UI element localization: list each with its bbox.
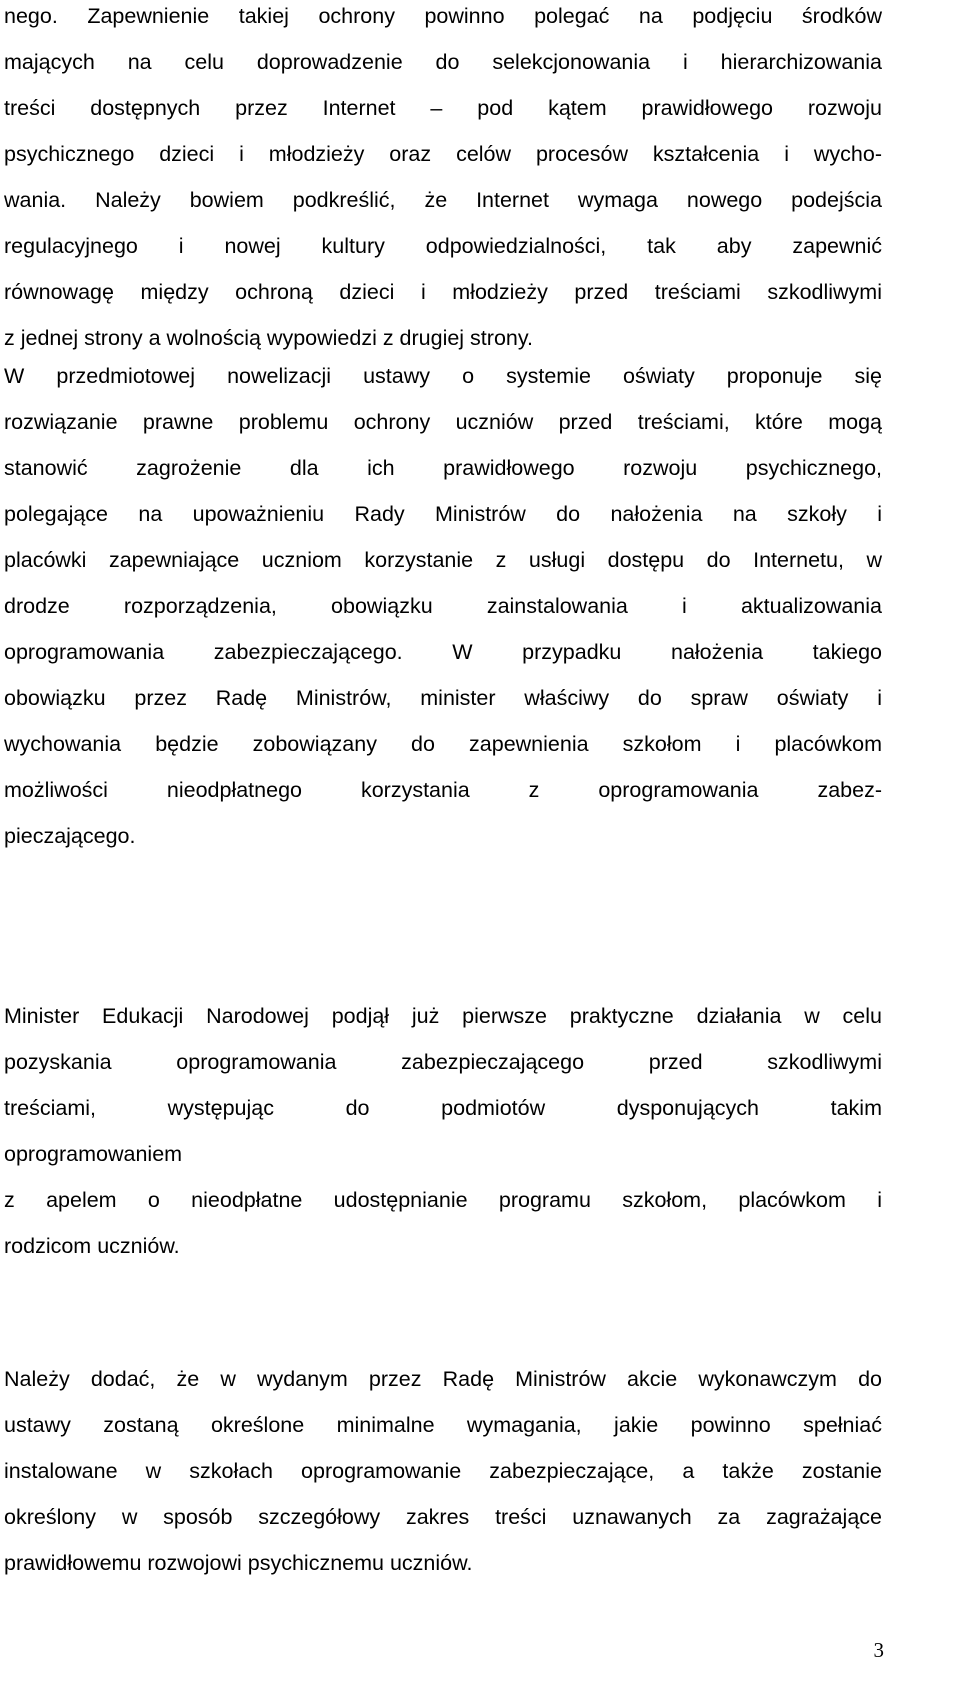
paragraph-line: z jednej strony a wolnością wypowiedzi z drugiej strony. xyxy=(4,326,533,350)
paragraph-line: Należy dodać, że w wydanym przez Radę Ministrów akcie wykonawczym do xyxy=(4,1367,882,1391)
paragraph-line: mających na celu doprowadzenie do selekcjonowania i hierarchizowania xyxy=(4,50,882,74)
paragraph-line: rozwiązanie prawne problemu ochrony uczniów przed treściami, które mogą xyxy=(4,410,882,434)
paragraph-line: oprogramowaniem xyxy=(4,1142,183,1166)
paragraph-line: wychowania będzie zobowiązany do zapewnienia szkołom i placówkom xyxy=(4,732,882,756)
paragraph-line: treści dostępnych przez Internet – pod kątem prawidłowego rozwoju xyxy=(4,96,882,120)
paragraph-line: Minister Edukacji Narodowej podjął już pierwsze praktyczne działania w celu xyxy=(4,1004,882,1028)
paragraph-line: równowagę między ochroną dzieci i młodzieży przed treściami szkodliwymi xyxy=(4,280,882,304)
page-number: 3 xyxy=(873,1638,884,1662)
paragraph-line: określony w sposób szczegółowy zakres treści uznawanych za zagrażające xyxy=(4,1505,882,1529)
paragraph-line: polegające na upoważnieniu Rady Ministrów do nałożenia na szkoły i xyxy=(4,502,882,526)
paragraph-line: stanowić zagrożenie dla ich prawidłowego rozwoju psychicznego, xyxy=(4,456,882,480)
paragraph-line: W przedmiotowej nowelizacji ustawy o systemie oświaty proponuje się xyxy=(4,364,882,388)
paragraph-line: pozyskania oprogramowania zabezpieczającego przed szkodliwymi xyxy=(4,1050,882,1074)
paragraph-line: ustawy zostaną określone minimalne wymagania, jakie powinno spełniać xyxy=(4,1413,882,1437)
paragraph-line: możliwości nieodpłatnego korzystania z oprogramowania zabez- xyxy=(4,778,882,802)
paragraph-line: obowiązku przez Radę Ministrów, minister właściwy do spraw oświaty i xyxy=(4,686,882,710)
paragraph-minister-actions xyxy=(4,993,882,1269)
paragraph-internet-protection xyxy=(4,0,882,361)
paragraph-line: nego. Zapewnienie takiej ochrony powinno polegać na podjęciu środków xyxy=(4,4,882,28)
paragraph-line: z apelem o nieodpłatne udostępnianie programu szkołom, placówkom i xyxy=(4,1188,882,1212)
paragraph-line: treściami, występując do podmiotów dysponujących takim xyxy=(4,1096,882,1120)
paragraph-line: placówki zapewniające uczniom korzystanie z usługi dostępu do Internetu, w xyxy=(4,548,882,572)
paragraph-line: regulacyjnego i nowej kultury odpowiedzialności, tak aby zapewnić xyxy=(4,234,882,258)
paragraph-line: wania. Należy bowiem podkreślić, że Internet wymaga nowego podejścia xyxy=(4,188,882,212)
paragraph-line: rodzicom uczniów. xyxy=(4,1234,180,1258)
paragraph-amendment-proposal xyxy=(4,353,882,859)
paragraph-line: oprogramowania zabezpieczającego. W przypadku nałożenia takiego xyxy=(4,640,882,664)
paragraph-line: psychicznego dzieci i młodzieży oraz celów procesów kształcenia i wycho- xyxy=(4,142,882,166)
paragraph-line: prawidłowemu rozwojowi psychicznemu uczniów. xyxy=(4,1551,473,1575)
paragraph-line: pieczającego. xyxy=(4,824,136,848)
paragraph-minimum-requirements xyxy=(4,1356,882,1586)
paragraph-line: instalowane w szkołach oprogramowanie zabezpieczające, a także zostanie xyxy=(4,1459,882,1483)
paragraph-line: drodze rozporządzenia, obowiązku zainstalowania i aktualizowania xyxy=(4,594,882,618)
